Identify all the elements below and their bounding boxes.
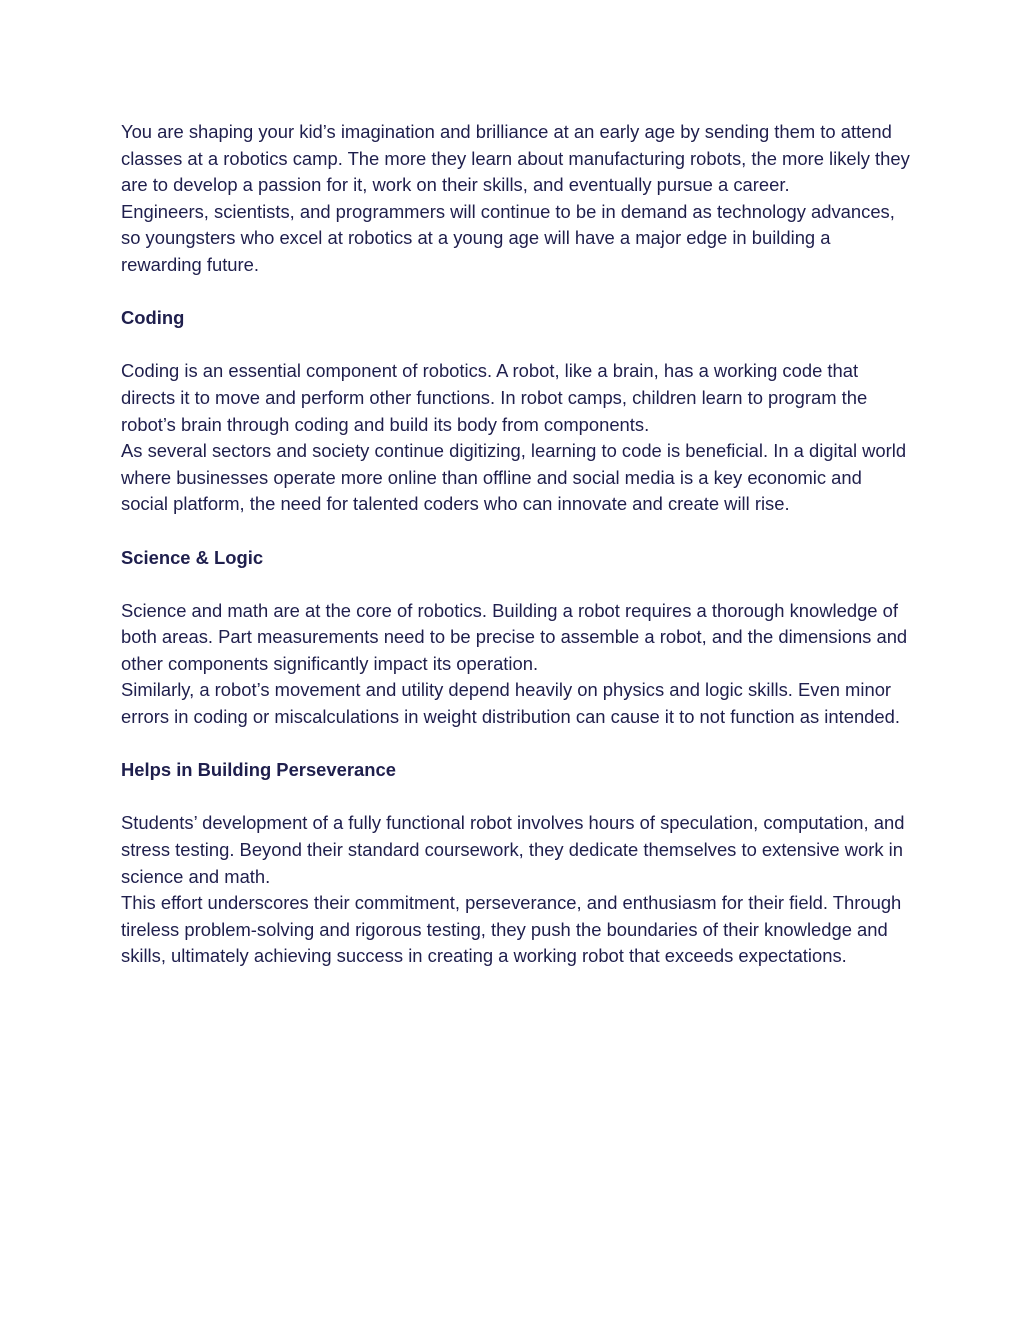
intro-paragraph: You are shaping your kid’s imagination and brilliance at an early age by sending them to attend classes at a robotics camp. The more they learn about manufacturing robots, the more likely they are to develop a passion for it, work on their skills, and eventually pursue a career. — [121, 121, 910, 196]
spacer — [121, 784, 911, 811]
section-paragraph: As several sectors and society continue digitizing, learning to code is beneficial. In a digital world where businesses operate more online than offline and social media is a key economic and social platform, the need for talented coders who can innovate and create will rise. — [121, 440, 907, 515]
section-paragraph: This effort underscores their commitment, perseverance, and enthusiasm for their field. Through tireless problem-solving and rigorous testing, they push the boundaries of their knowledge and skills, ultimately achieving success in creating a working robot that exceeds expectations. — [121, 892, 902, 967]
section-paragraph: Similarly, a robot’s movement and utility depend heavily on physics and logic skills. Even minor errors in coding or miscalculations in weight distribution can cause it to not function as intended. — [121, 679, 900, 728]
document-body — [121, 119, 911, 970]
section-paragraph: Coding is an essential component of robotics. A robot, like a brain, has a working code that directs it to move and perform other functions. In robot camps, children learn to program the robot’s brain through coding and build its body from components. — [121, 360, 868, 435]
section-paragraph: Science and math are at the core of robotics. Building a robot requires a thorough knowledge of both areas. Part measurements need to be precise to assemble a robot, and the dimensions and other components significantly impact its operation. — [121, 599, 908, 674]
spacer — [121, 518, 911, 545]
spacer — [121, 571, 911, 598]
intro-paragraph: Engineers, scientists, and programmers will continue to be in demand as technology advances, so youngsters who excel at robotics at a young age will have a major edge in building a rewarding future. — [121, 200, 895, 275]
section-heading-perseverance: Helps in Building Perseverance — [121, 759, 396, 781]
section-paragraph: Students’ development of a fully functional robot involves hours of speculation, computation, and stress testing. Beyond their standard coursework, they dedicate themselves to extensive work in science and math. — [121, 812, 905, 887]
spacer — [121, 279, 911, 306]
spacer — [121, 731, 911, 758]
section-heading-science-logic: Science & Logic — [121, 546, 264, 568]
spacer — [121, 332, 911, 359]
section-heading-coding: Coding — [121, 307, 185, 329]
